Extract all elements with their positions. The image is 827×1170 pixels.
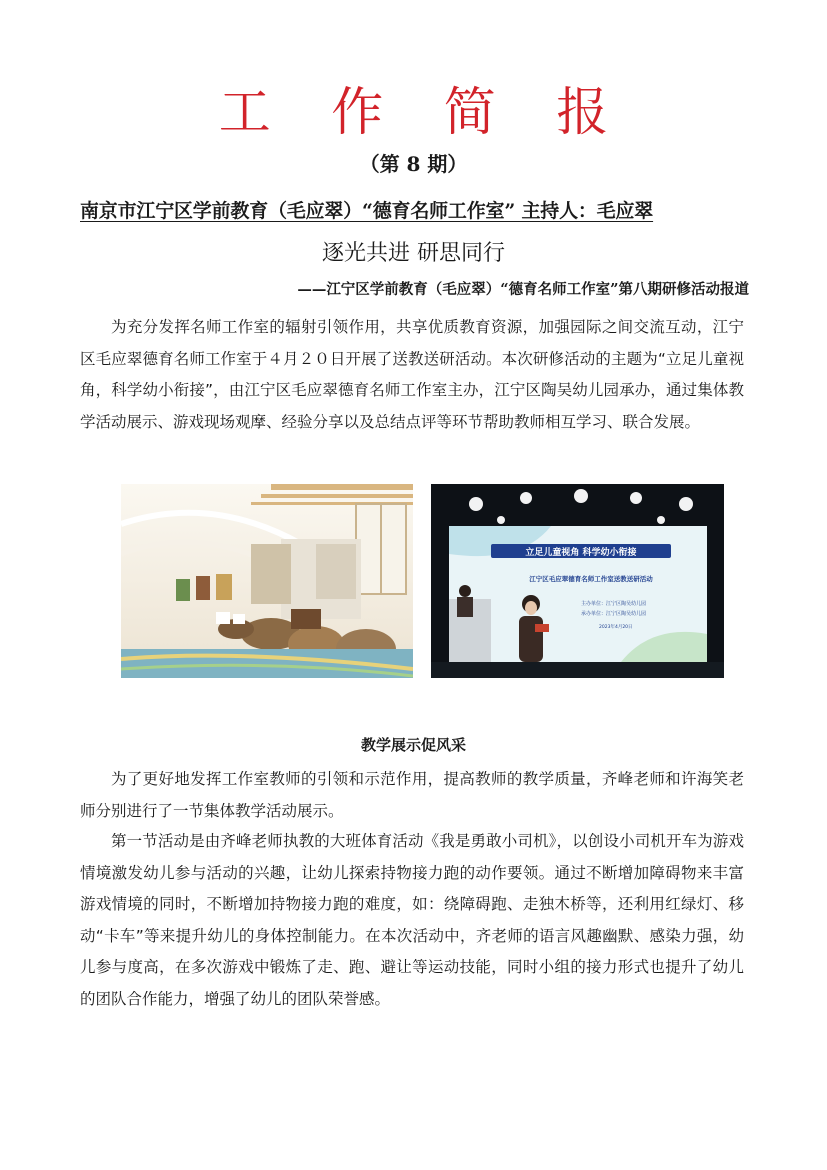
intro-paragraph: 为充分发挥名师工作室的辐射引领作用，共享优质教育资源，加强园际之间交流互动，江宁区毛应翠德育名师工作室于４月２０日开展了送教送研活动。本次研修活动的主题为“立足儿童视角，科学幼小衔接”，由江宁区毛应翠德育名师工作室主办，江宁区陶吴幼儿园承办，通过集体教学活动展示、游戏现场观摩、经验分享以及总结点评等环节帮助教师相互学习、联合发展。	[80, 318, 744, 431]
section-title-teaching: 教学展示促风采	[360, 736, 466, 754]
stage-photo	[431, 484, 724, 678]
report-title: 工 作 简 报	[218, 83, 631, 143]
stage-scene-image	[431, 484, 724, 678]
exhibition-photo	[121, 484, 413, 678]
article-subheadline: ——江宁区学前教育（毛应翠）“德育名师工作室”第八期研修活动报道	[297, 281, 749, 298]
article-headline: 逐光共进 研思同行	[322, 241, 505, 266]
banner-host: 主办单位：江宁区陶吴幼儿园	[581, 601, 647, 607]
banner-subtitle: 江宁区毛应翠德育名师工作室送教送研活动	[529, 575, 653, 583]
section-paragraph-1: 为了更好地发挥工作室教师的引领和示范作用，提高教师的教学质量，齐峰老师和许海笑老师分别进行了一节集体教学活动展示。	[80, 770, 744, 820]
banner-date: 2023年4月20日	[599, 625, 633, 630]
section-paragraph-2: 第一节活动是由齐峰老师执教的大班体育活动《我是勇敢小司机》，以创设小司机开车为游戏情境激发幼儿参与活动的兴趣，让幼儿探索持物接力跑的动作要领。通过不断增加障碍物来丰富游戏情境的同时，不断增加持物接力跑的难度，如：绕障碍跑、走独木桥等，还利用红绿灯、移动“卡车”等来提升幼儿的身体控制能力。在本次活动中，齐老师的语言风趣幽默、感染力强，幼儿参与度高，在多次游戏中锻炼了走、跑、避让等运动技能，同时小组的接力形式也提升了幼儿的团队合作能力，增强了幼儿的团队荣誉感。	[80, 832, 744, 1008]
banner-title: 立足儿童视角 科学幼小衔接	[525, 548, 637, 558]
issue-number: （第 8 期）	[359, 152, 468, 176]
organization-line: 南京市江宁区学前教育（毛应翠）“德育名师工作室” 主持人：毛应翠	[80, 200, 654, 222]
exhibition-scene-image	[121, 484, 413, 678]
banner-organizer: 承办单位：江宁区陶吴幼儿园	[581, 611, 647, 617]
